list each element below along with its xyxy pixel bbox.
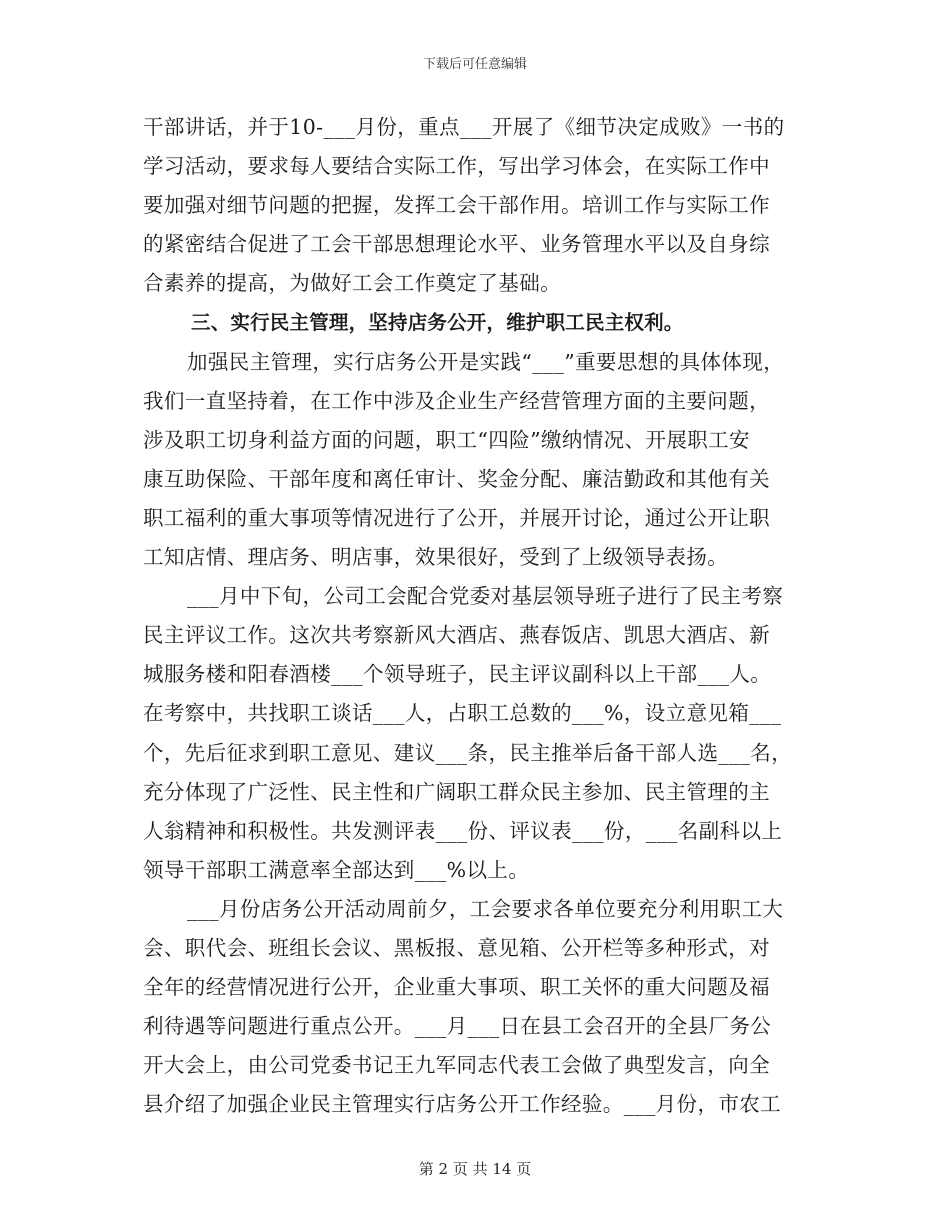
paragraph-line: 充分体现了广泛性、民主性和广阔职工群众民主参加、民主管理的主 xyxy=(143,779,770,804)
paragraph-line: 民主评议工作。这次共考察新风大酒店、燕春饭店、凯思大酒店、新 xyxy=(143,623,770,648)
paragraph-line: 人翁精神和积极性。共发测评表___份、评议表___份，___名副科以上 xyxy=(143,818,783,843)
paragraph-line: 要加强对细节问题的把握，发挥工会干部作用。培训工作与实际工作 xyxy=(143,193,770,218)
paragraph-line: 涉及职工切身利益方面的问题，职工“四险”缴纳情况、开展职工安 xyxy=(143,427,750,452)
paragraph-line: 开大会上，由公司党委书记王九军同志代表工会做了典型发言，向全 xyxy=(143,1053,770,1078)
paragraph-line: 工知店情、理店务、明店事，效果很好，受到了上级领导表扬。 xyxy=(143,545,729,570)
page-number: 第 2 页 共 14 页 xyxy=(418,1160,532,1178)
page-header-note: 下载后可任意编辑 xyxy=(422,57,527,72)
paragraph-line: 康互助保险、干部年度和离任审计、奖金分配、廉洁勤政和其他有关 xyxy=(143,466,770,491)
paragraph-line: 全年的经营情况进行公开，企业重大事项、职工关怀的重大问题及福 xyxy=(143,975,770,1000)
paragraph-line: 在考察中，共找职工谈话___人，占职工总数的___%，设立意见箱___ xyxy=(143,701,782,726)
document-body xyxy=(143,108,815,1124)
paragraph-line: 会、职代会、班组长会议、黑板报、意见箱、公开栏等多种形式，对 xyxy=(143,935,770,960)
paragraph-line: 领导干部职工满意率全部达到___%以上。 xyxy=(143,857,530,882)
section-heading: 三、实行民主管理，坚持店务公开，维护职工民主权利。 xyxy=(191,311,684,335)
paragraph-line: 干部讲话，并于10-___月份，重点___开展了《细节决定成败》一书的 xyxy=(143,115,785,139)
paragraph-line: 合素养的提高，为做好工会工作奠定了基础。 xyxy=(143,271,561,296)
paragraph-line: 加强民主管理，实行店务公开是实践“___”重要思想的具体体现， xyxy=(187,349,785,374)
paragraph-line: 的紧密结合促进了工会干部思想理论水平、业务管理水平以及自身综 xyxy=(143,232,770,257)
paragraph-line: 城服务楼和阳春酒楼___个领导班子，民主评议副科以上干部___人。 xyxy=(143,662,772,687)
paragraph-line: 职工福利的重大事项等情况进行了公开，并展开讨论，通过公开让职 xyxy=(143,505,770,530)
paragraph-line: 利待遇等问题进行重点公开。___月___日在县工会召开的全县厂务公 xyxy=(143,1014,772,1039)
paragraph-line: 我们一直坚持着，在工作中涉及企业生产经营管理方面的主要问题， xyxy=(143,388,770,413)
paragraph-line: 县介绍了加强企业民主管理实行店务公开工作经验。___月份，市农工 xyxy=(143,1092,782,1117)
paragraph-line: 个，先后征求到职工意见、建议___条，民主推举后备干部人选___名， xyxy=(143,740,793,765)
paragraph-line: ___月中下旬，公司工会配合党委对基层领导班子进行了民主考察 xyxy=(187,584,784,609)
paragraph-line: ___月份店务公开活动周前夕，工会要求各单位要充分利用职工大 xyxy=(187,896,784,921)
paragraph-line: 学习活动，要求每人要结合实际工作，写出学习体会，在实际工作中 xyxy=(143,154,770,179)
